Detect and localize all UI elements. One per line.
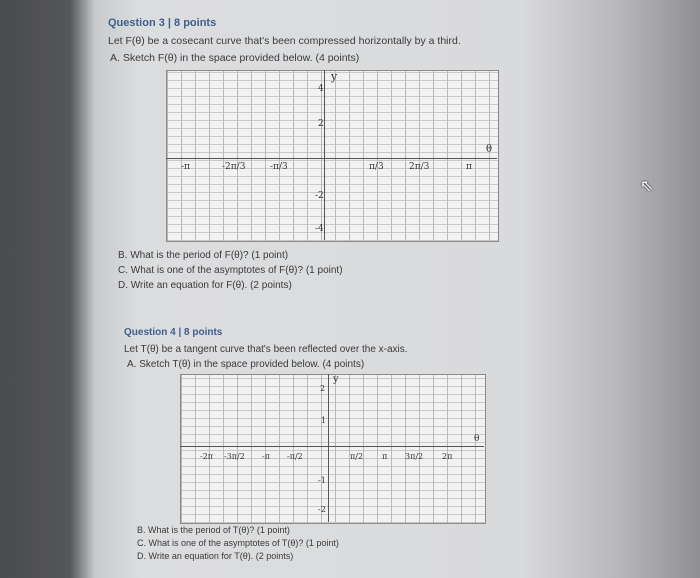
- question-3-part-b: B. What is the period of F(θ)? (1 point): [118, 250, 289, 261]
- question-3-part-a: A. Sketch F(θ) in the space provided below. (4 points): [110, 52, 360, 64]
- x-tick-label: -π: [181, 162, 190, 172]
- y-tick-label: 2: [318, 119, 324, 129]
- y-tick-label: -2: [315, 191, 324, 201]
- x-tick-label: -π/3: [270, 162, 288, 172]
- x-tick-label: -π/2: [287, 452, 303, 461]
- y-axis: [324, 70, 325, 240]
- question-3-prompt: Let F(θ) be a cosecant curve that's been compressed horizontally by a third.: [108, 35, 461, 47]
- question-4-title: Question 4 | 8 points: [124, 327, 223, 338]
- y-tick-label: -1: [318, 476, 326, 485]
- x-tick-label: -π: [262, 452, 270, 461]
- question-4-part-c: C. What is one of the asymptotes of T(θ)? (1 point): [137, 538, 339, 548]
- x-axis: [166, 158, 497, 159]
- x-tick-label: 2π: [442, 452, 453, 461]
- x-tick-label: -2π: [200, 452, 214, 461]
- x-axis: [180, 446, 484, 447]
- question-3-graph-grid[interactable]: [166, 70, 499, 242]
- x-tick-label: π/2: [350, 452, 364, 461]
- question-3-title: Question 3 | 8 points: [108, 17, 217, 29]
- question-4-part-a: A. Sketch T(θ) in the space provided below. (4 points): [127, 359, 365, 370]
- y-axis: [328, 374, 329, 522]
- y-axis-label: y: [333, 374, 339, 385]
- x-tick-label: -2π/3: [222, 162, 246, 172]
- x-tick-label: π: [382, 452, 388, 461]
- theta-axis-label: θ: [474, 434, 480, 444]
- theta-axis-label: θ: [486, 144, 493, 155]
- y-tick-label: -4: [315, 224, 324, 234]
- y-tick-label: 2: [320, 384, 326, 393]
- y-tick-label: 4: [318, 84, 324, 94]
- y-axis-label: y: [331, 70, 338, 83]
- x-tick-label: 2π/3: [409, 162, 430, 172]
- question-4-part-b: B. What is the period of T(θ)? (1 point): [137, 525, 290, 535]
- question-4-part-d: D. Write an equation for T(θ). (2 points): [137, 551, 294, 561]
- x-tick-label: 3π/2: [405, 452, 424, 461]
- x-tick-label: π: [466, 162, 472, 172]
- question-4-graph-grid[interactable]: [180, 374, 486, 524]
- question-4-prompt: Let T(θ) be a tangent curve that's been reflected over the x-axis.: [124, 344, 408, 355]
- mouse-cursor-icon: ⇖: [640, 178, 654, 195]
- x-tick-label: π/3: [369, 162, 384, 172]
- y-tick-label: -2: [318, 505, 326, 514]
- question-3-part-d: D. Write an equation for F(θ). (2 points): [118, 280, 292, 291]
- x-tick-label: -3π/2: [224, 452, 245, 461]
- question-3-part-c: C. What is one of the asymptotes of F(θ)? (1 point): [118, 265, 343, 276]
- y-tick-label: 1: [321, 416, 327, 425]
